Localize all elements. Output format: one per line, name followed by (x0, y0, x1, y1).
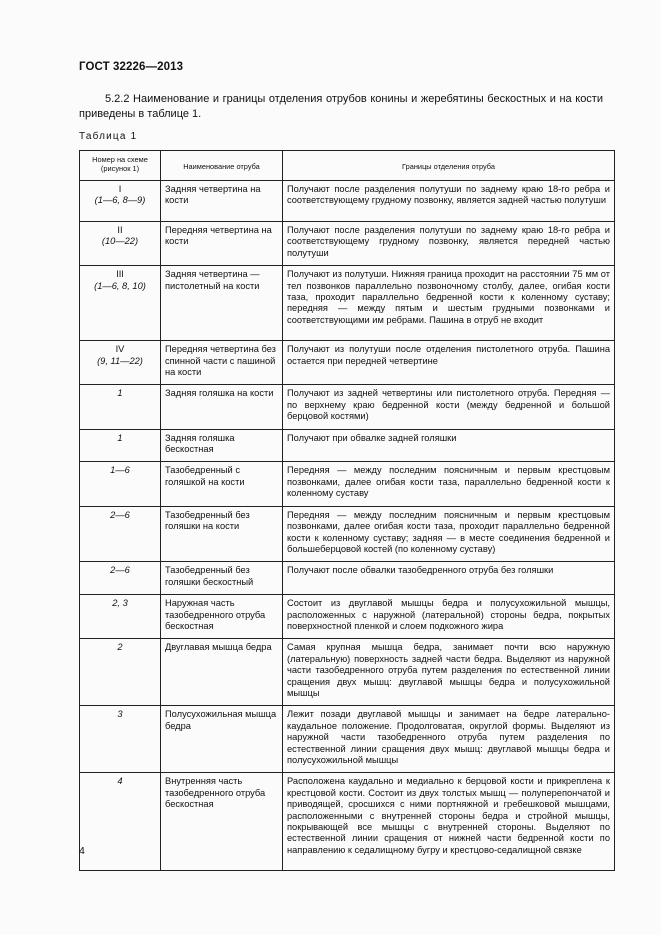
row-refs: 4 (117, 776, 123, 787)
row-number (80, 385, 161, 429)
row-number (80, 595, 161, 639)
row-boundary: Получают из полутуши после отделения пистолетного отруба. Пашина остается при передней четвертине (283, 341, 615, 385)
row-boundary: Получают при обвалке задней голяшки (283, 429, 615, 462)
row-name: Передняя четвертина на кости (161, 222, 283, 266)
row-boundary: Получают после разделения полутуши по заднему краю 18-го ребра и соответствующему грудному позвонку, является задней частью полутуши (283, 181, 615, 222)
table-row (80, 639, 615, 706)
row-roman: IV (115, 344, 125, 355)
row-refs: 2—6 (110, 565, 130, 576)
row-roman: III (116, 269, 124, 280)
table-row (80, 429, 615, 462)
row-refs: (10—22) (101, 236, 139, 247)
row-boundary: Самая крупная мышца бедра, занимает почти всю наружную (латеральную) поверхность задней части бедра. Выделяют из наружной части тазобедренного отруба путем разделения по естественной линии сращения двух мышц: двуглавой мышцы бедра и полусухожильной мышцы (283, 639, 615, 706)
row-boundary: Получают после разделения полутуши по заднему краю 18-го ребра и соответствующему грудному позвонку, является передней частью полутуши (283, 222, 615, 266)
row-refs: 2 (117, 642, 123, 653)
row-number (80, 506, 161, 562)
row-boundary: Расположена каудально и медиально к берцовой кости и прикреплена к крестцовой кости. Состоит из двух толстых мышц — полуперепончатой и приводящей, сросшихся с ними портняжной и гребешковой мышцами, расположенными с внутренней стороны бедра и стройной мышцы, покрывающей все мышцы с внутренней стороны. Выделяют по естественной линии сращения от нижней части бедренной кости по направлению к седалищному бугру и крестцово-седалищной связке (283, 773, 615, 871)
table-row (80, 462, 615, 506)
table-row (80, 222, 615, 266)
row-name: Задняя четвертина — пистолетный на кости (161, 266, 283, 341)
row-name: Тазобедренный без голяшки на кости (161, 506, 283, 562)
table-row (80, 341, 615, 385)
row-name: Задняя четвертина на кости (161, 181, 283, 222)
table-caption: Таблица 1 (79, 131, 138, 142)
row-refs: 1 (117, 388, 123, 399)
row-roman: I (118, 184, 122, 194)
row-number (80, 462, 161, 506)
row-name: Двуглавая мышца бедра (161, 639, 283, 706)
row-name: Задняя голяшка бескостная (161, 429, 283, 462)
table-row (80, 385, 615, 429)
row-number (80, 341, 161, 385)
row-number (80, 639, 161, 706)
row-boundary: Получают после обвалки тазобедренного отруба без голяшки (283, 562, 615, 595)
row-refs: 1—6 (110, 465, 130, 476)
row-name: Полусухожильная мышца бедра (161, 706, 283, 773)
table-row (80, 595, 615, 639)
row-refs: 2, 3 (112, 598, 128, 609)
table-row (80, 506, 615, 562)
row-boundary: Получают из задней четвертины или пистолетного отруба. Передняя — по верхнему краю бедренной кости (между бедренной и большой берцовой костями) (283, 385, 615, 429)
row-number (80, 222, 161, 266)
row-boundary: Получают из полутуши. Нижняя граница проходит на расстоянии 75 мм от тел позвонков параллельно позвоночному столбу, далее, огибая кости таза, проходит параллельно бедренной кости к коленному суставу; передняя — между пятым и шестым грудными позвонками и соответствующими им ребрами. Пашина в отруб не входит (283, 266, 615, 341)
row-boundary: Передняя — между последним поясничным и первым крестцовым позвонками, далее огибая кости таза, проходит параллельно бедренной кости к коленному суставу; задняя — в месте соединения бедренной и большеберцовой костей (по коленному суставу) (283, 506, 615, 562)
row-boundary: Состоит из двуглавой мышцы бедра и полусухожильной мышцы, расположенных с наружной (латеральной) стороны бедра, покрытых поверхностной пленкой и слоем подкожного жира (283, 595, 615, 639)
row-roman: II (117, 225, 123, 235)
row-refs: 2—6 (110, 509, 130, 520)
intro-paragraph: 5.2.2 Наименование и границы отделения отрубов конины и жеребятины бескостных и на кости приведены в таблице 1. (79, 93, 603, 120)
table-row (80, 266, 615, 341)
row-name: Наружная часть тазобедренного отруба бескостная (161, 595, 283, 639)
row-refs: (1—6, 8, 10) (94, 280, 146, 291)
table-header-row (80, 151, 615, 181)
page-number: 4 (79, 845, 85, 857)
row-number (80, 266, 161, 341)
table-row (80, 706, 615, 773)
row-number (80, 181, 161, 222)
row-number (80, 706, 161, 773)
row-refs: (9, 11—22) (97, 355, 143, 366)
row-boundary: Лежит позади двуглавой мышцы и занимает на бедре латерально-каудальное положение. Продолговатая, округлой формы. Выделяют из наружной части тазобедренного отруба путем разделения по естественной линии сращения двух мышц: двуглавой мышцы бедра и полусухожильной мышцы (283, 706, 615, 773)
row-name: Задняя голяшка на кости (161, 385, 283, 429)
table-row (80, 181, 615, 222)
row-boundary: Передняя — между последним поясничным и первым крестцовым позвонками, далее огибая кости таза, параллельно бедренной кости к коленному суставу (283, 462, 615, 506)
cuts-table (79, 150, 615, 871)
row-name: Передняя четвертина без спинной части с пашиной на кости (161, 341, 283, 385)
row-number (80, 562, 161, 595)
row-name: Тазобедренный без голяшки бескостный (161, 562, 283, 595)
row-name: Тазобедренный с голяшкой на кости (161, 462, 283, 506)
table-row (80, 562, 615, 595)
header-name: Наименование отруба (161, 151, 283, 181)
row-number (80, 429, 161, 462)
table-row (80, 773, 615, 871)
row-refs: 3 (117, 709, 123, 720)
row-refs: 1 (117, 432, 123, 443)
row-name: Внутренняя часть тазобедренного отруба бескостная (161, 773, 283, 871)
header-number: Номер на схеме (рисунок 1) (80, 151, 161, 181)
row-number (80, 773, 161, 871)
row-refs: (1—6, 8—9) (94, 195, 146, 206)
document-header: ГОСТ 32226—2013 (79, 61, 184, 73)
header-boundary: Границы отделения отруба (283, 151, 615, 181)
